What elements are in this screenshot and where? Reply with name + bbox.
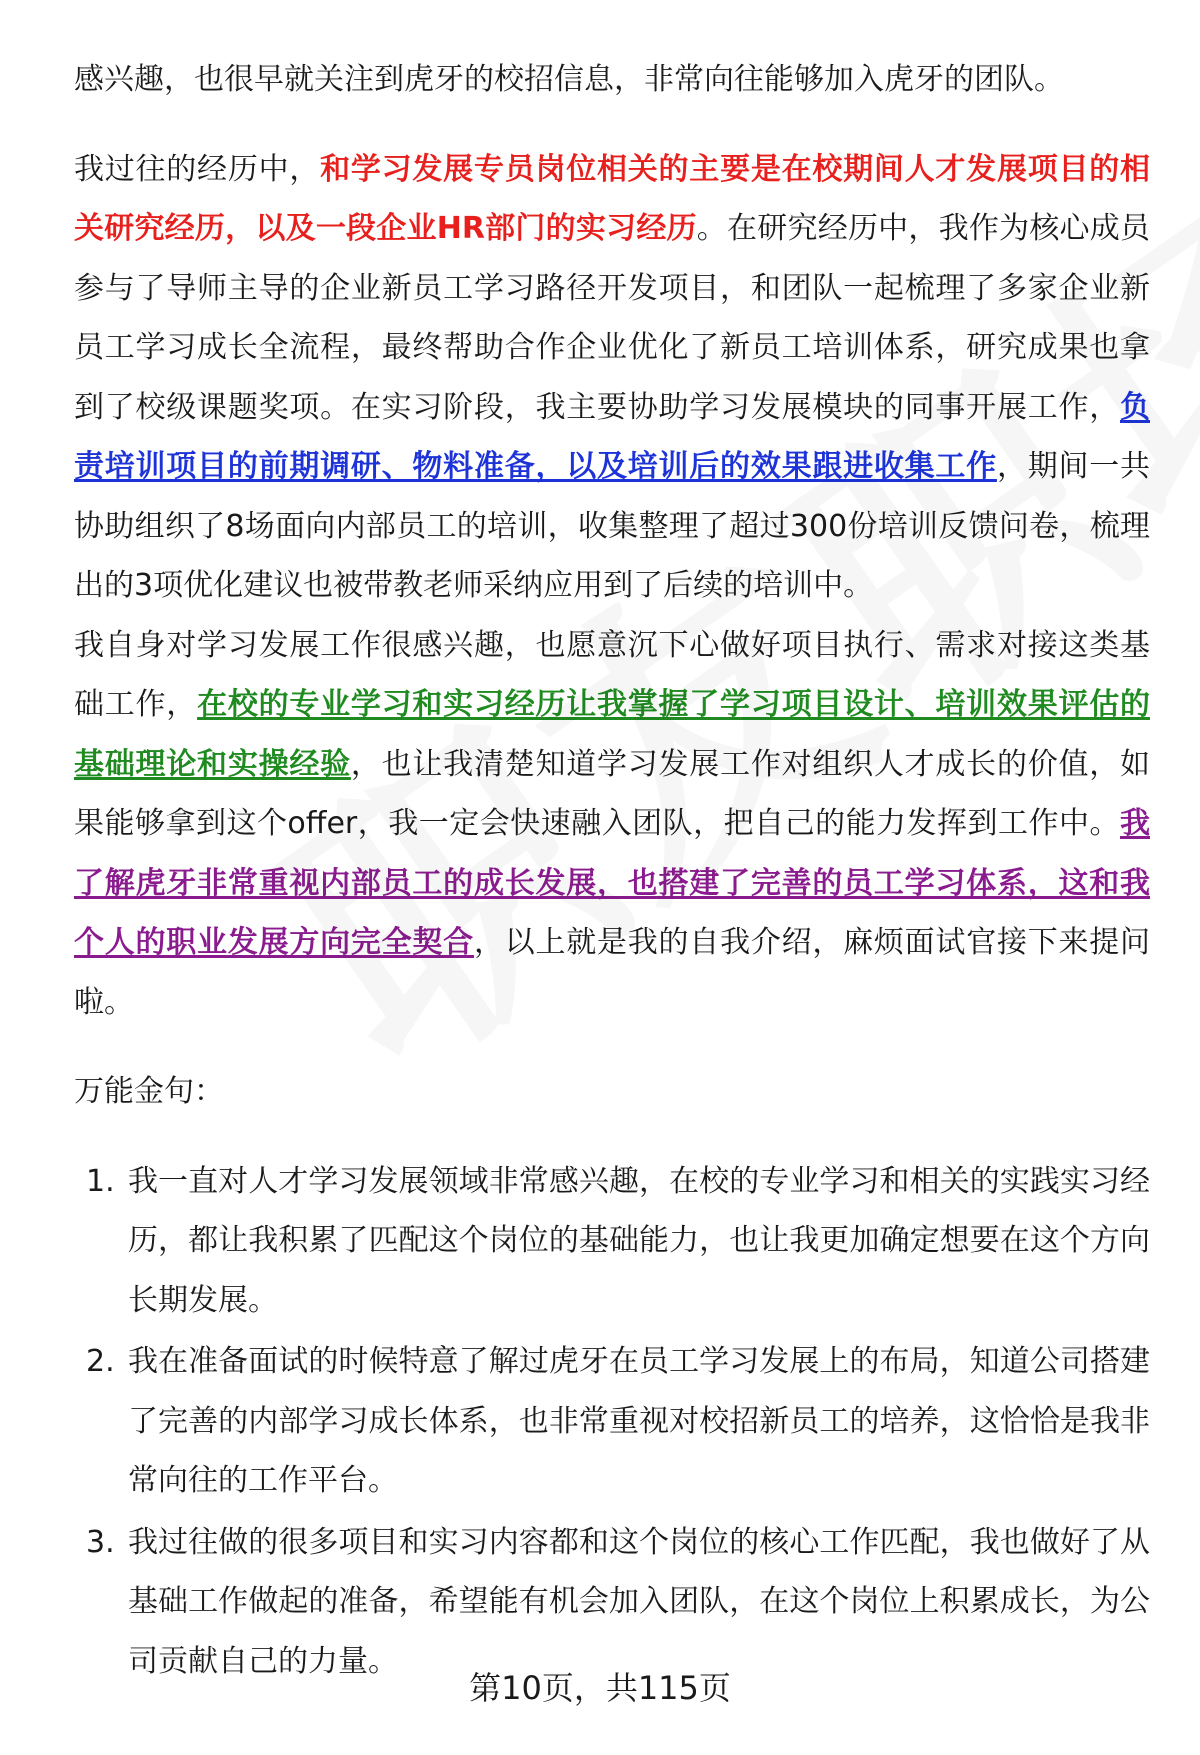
highlight-blue: 负责培训项目的前期调研、物料准备，以及培训后的效果跟进收集工作 [74,389,1150,484]
text-segment: 感兴趣，也很早就关注到虎牙的校招信息，非常向往能够加入虎牙的团队。 [74,62,1064,97]
list-item [74,1332,1150,1511]
paragraph-intro-tail [74,50,1150,110]
highlight-red: 和学习发展专员岗位相关的主要是在校期间人才发展项目的相关研究经历，以及一段企业HR部门的实习经历 [74,151,1151,246]
list-item-number: 1. [86,1163,115,1199]
list-item-text: 我过往做的很多项目和实习内容都和这个岗位的核心工作匹配，我也做好了从基础工作做起的准备，希望能有机会加入团队，在这个岗位上积累成长，为公司贡献自己的力量。 [128,1524,1150,1679]
text-segment: ，期间一共协助组织了8场面向内部员工的培训，收集整理了超过300份培训反馈问卷，梳理出的3项优化建议也被带教老师采纳应用到了后续的培训中。 [74,449,1151,603]
text-segment: ，以上就是我的自我介绍，麻烦面试官接下来提问啦。 [74,925,1151,1020]
golden-sentence-list [74,1152,1150,1692]
highlight-green: 在校的专业学习和实习经历让我掌握了学习项目设计、培训效果评估的基础理论和实操经验 [74,687,1151,782]
text-segment: ，也让我清楚知道学习发展工作对组织人才成长的价值，如果能够拿到这个offer，我一定会快速融入团队，把自己的能力发挥到工作中。 [74,746,1151,841]
highlight-purple: 我了解虎牙非常重视内部员工的成长发展，也搭建了完善的员工学习体系，这和我个人的职业发展方向完全契合 [74,806,1150,960]
list-item-text: 我一直对人才学习发展领域非常感兴趣，在校的专业学习和相关的实践实习经历，都让我积累了匹配这个岗位的基础能力，也让我更加确定想要在这个方向长期发展。 [128,1163,1150,1318]
text-segment: 我自身对学习发展工作很感兴趣，也愿意沉下心做好项目执行、需求对接这类基础工作， [74,627,1150,722]
paragraph-motivation [74,616,1150,1033]
list-item-number: 3. [86,1524,115,1560]
text-segment: 。在研究经历中，我作为核心成员参与了导师主导的企业新员工学习路径开发项目，和团队一起梳理了多家企业新员工学习成长全流程，最终帮助合作企业优化了新员工培训体系，研究成果也拿到了校级课题奖项。在实习阶段，我主要协助学习发展模块的同事开展工作， [74,211,1151,425]
list-item [74,1513,1150,1692]
list-item-text: 我在准备面试的时候特意了解过虎牙在员工学习发展上的布局，知道公司搭建了完善的内部学习成长体系，也非常重视对校招新员工的培养，这恰恰是我非常向往的工作平台。 [128,1344,1150,1498]
list-item-number: 2. [86,1344,115,1379]
list-item [74,1152,1150,1331]
page-footer: 第10页，共115页 [469,1669,731,1707]
paragraph-experience [74,140,1150,616]
text-segment: 我过往的经历中， [74,151,321,187]
section-label-golden-sentences: 万能金句： [74,1074,224,1109]
